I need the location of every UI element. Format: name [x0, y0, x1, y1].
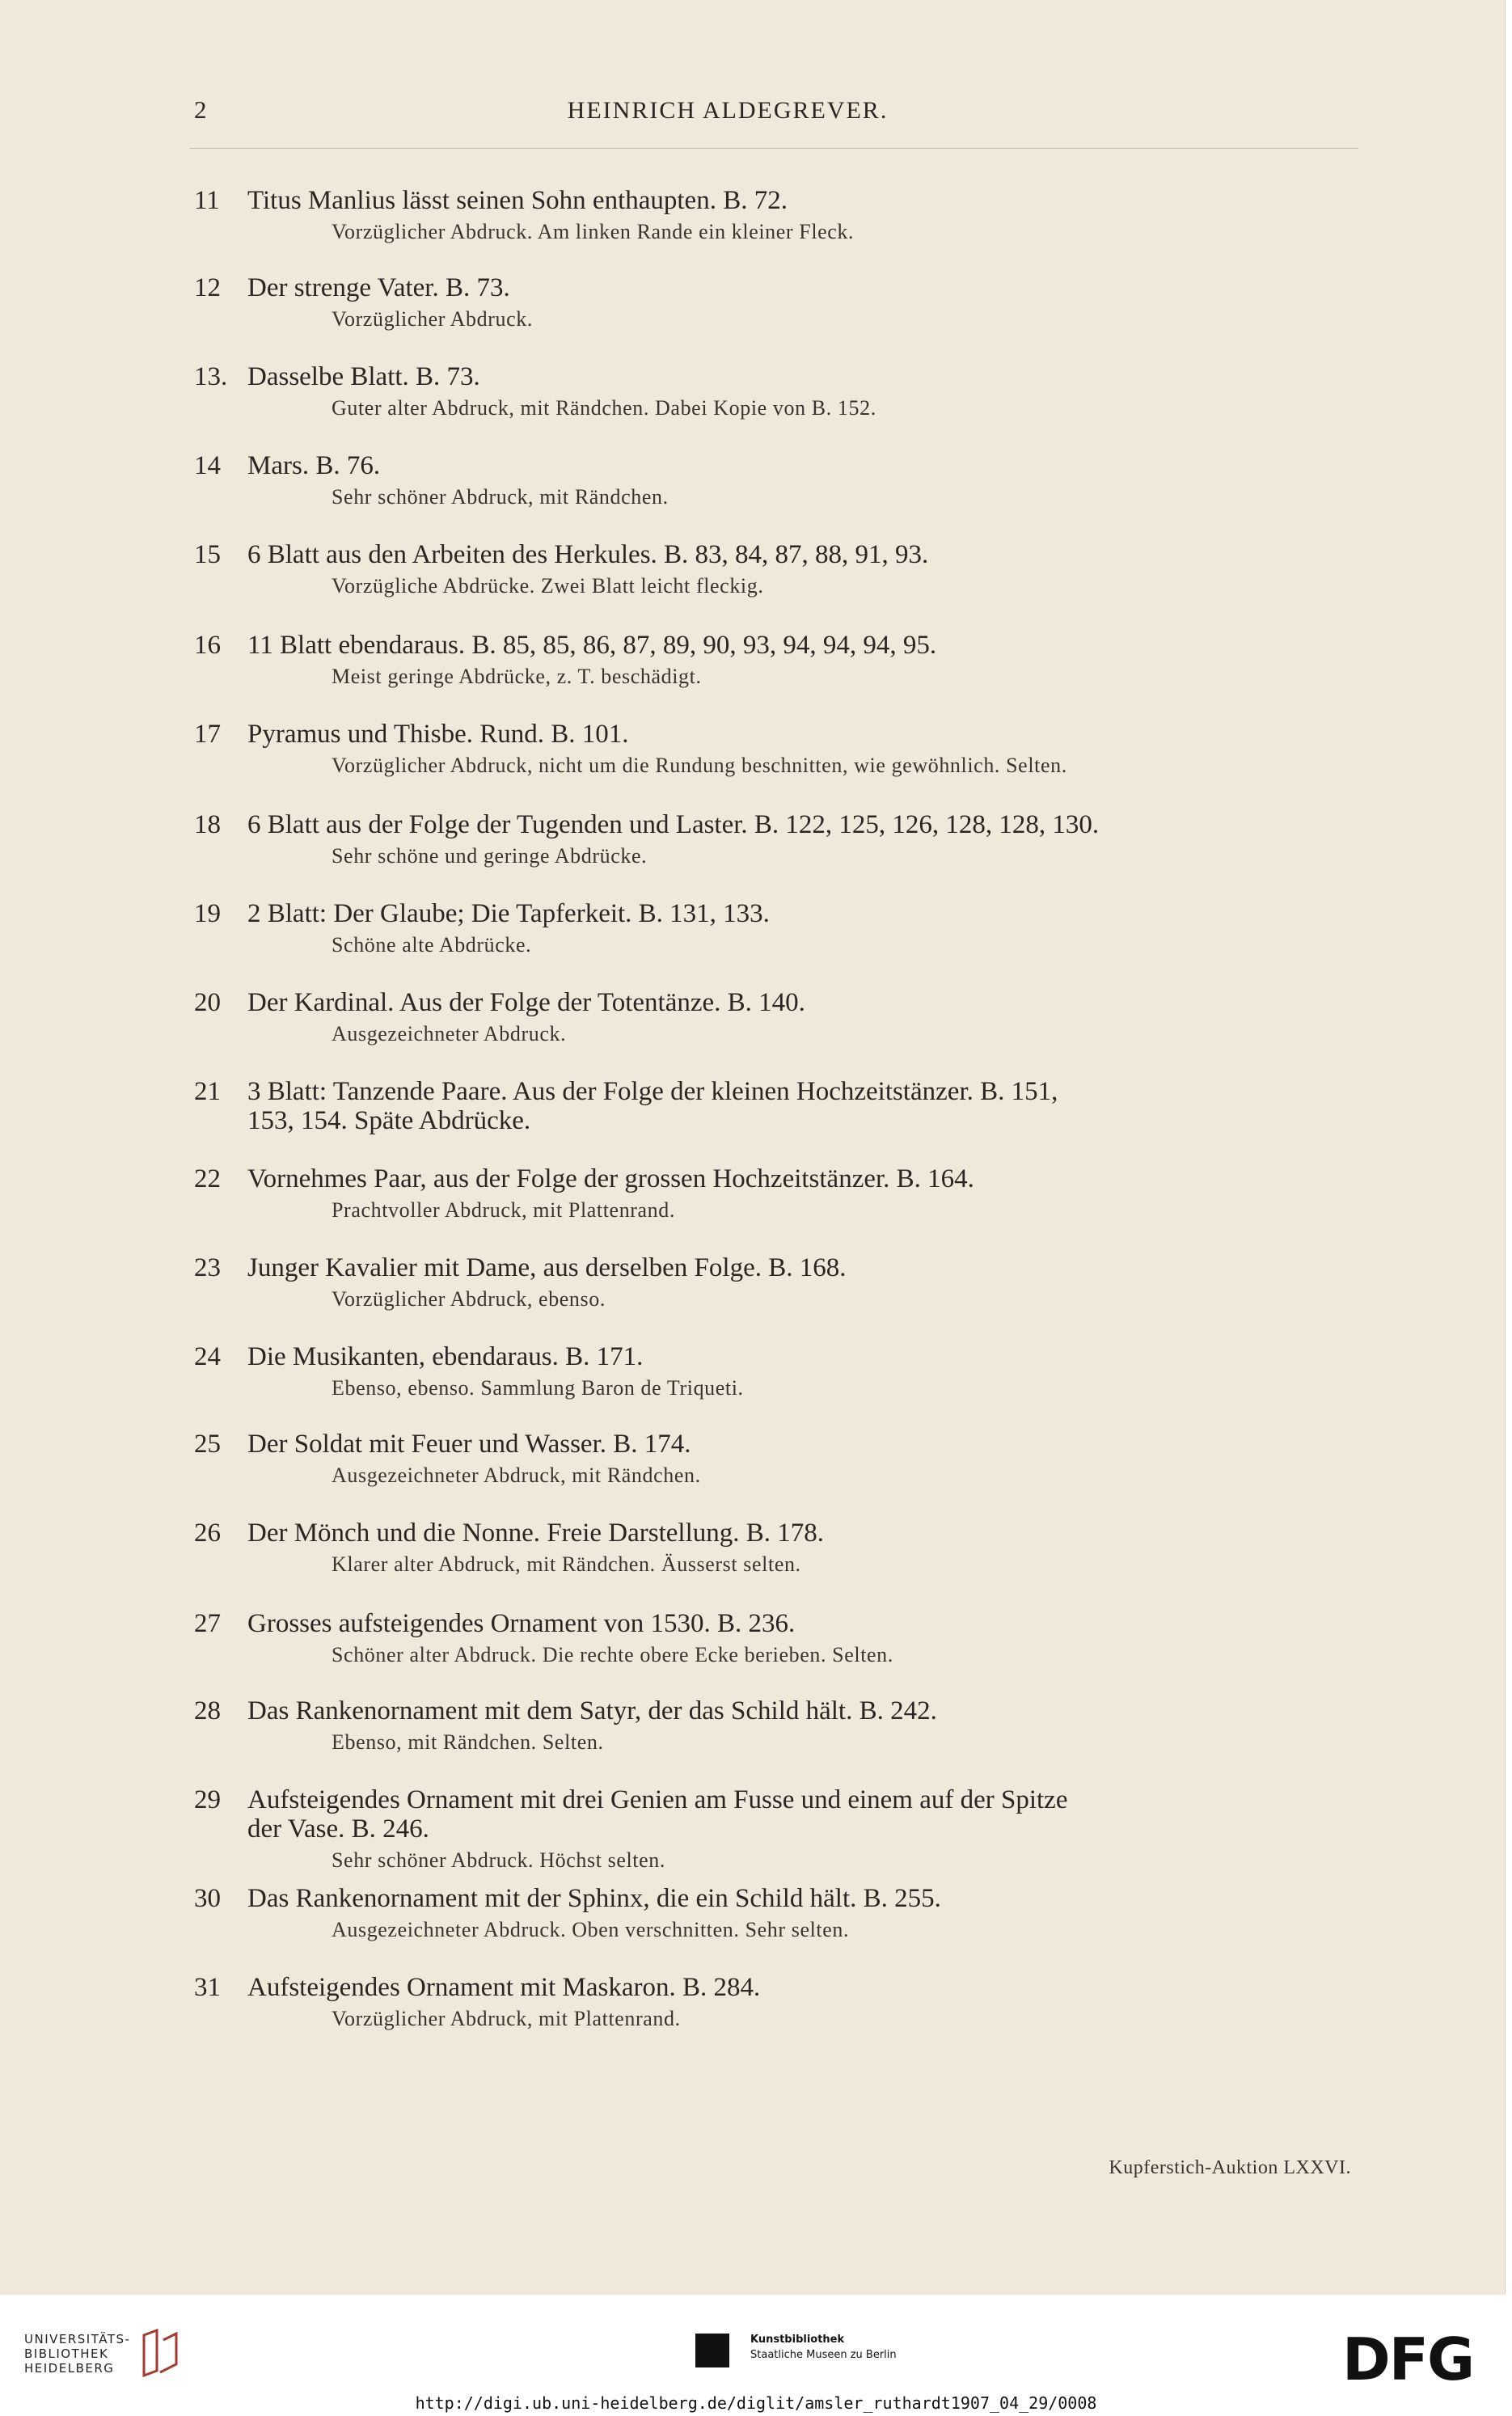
- entry-note: Vorzüglicher Abdruck, ebenso.: [332, 1287, 606, 1311]
- entry-title: Der Soldat mit Feuer und Wasser. B. 174.: [247, 1430, 691, 1459]
- entry-number: 19: [194, 899, 221, 928]
- entry-title: Titus Manlius lässt seinen Sohn enthaupten. B. 72.: [247, 186, 788, 215]
- entry-note: Schöne alte Abdrücke.: [332, 933, 532, 957]
- entry-title: Das Rankenornament mit dem Satyr, der das Schild hält. B. 242.: [247, 1696, 937, 1725]
- library-mark-icon: [139, 2327, 184, 2380]
- entry-note: Ausgezeichneter Abdruck. Oben verschnitten. Sehr selten.: [332, 1918, 850, 1941]
- entry-line: [194, 631, 1358, 660]
- entry-line: [194, 988, 1358, 1017]
- entry-number: 30: [194, 1884, 221, 1913]
- kunstbibliothek-text[interactable]: [750, 2332, 897, 2363]
- entry-title: 2 Blatt: Der Glaube; Die Tapferkeit. B. 131, 133.: [247, 899, 770, 928]
- entry-number: 25: [194, 1430, 221, 1459]
- entry-line: [194, 1164, 1358, 1193]
- entry-number: 23: [194, 1253, 221, 1282]
- entry-line: [194, 273, 1358, 302]
- catalog-entry: [194, 1077, 1358, 1135]
- entry-number: [194, 1106, 247, 1135]
- entry-number: 26: [194, 1518, 221, 1548]
- entry-number: 20: [194, 988, 221, 1017]
- catalog-entry: [194, 899, 1358, 957]
- entry-title: 3 Blatt: Tanzende Paare. Aus der Folge der kleinen Hochzeitstänzer. B. 151,: [247, 1077, 1058, 1106]
- kb-subtitle: Staatliche Museen zu Berlin: [750, 2349, 897, 2361]
- catalog-entry: [194, 540, 1358, 598]
- source-url[interactable]: http://digi.ub.uni-heidelberg.de/diglit/amsler_ruthardt1907_04_29/0008: [415, 2393, 1097, 2413]
- entry-number: 14: [194, 451, 221, 480]
- entry-line: [194, 1253, 1358, 1282]
- entry-line: [194, 1342, 1358, 1371]
- catalog-entry: [194, 1253, 1358, 1311]
- entry-line: [194, 540, 1358, 569]
- entry-note: Vorzügliche Abdrücke. Zwei Blatt leicht fleckig.: [332, 574, 764, 598]
- entry-number: 15: [194, 540, 221, 569]
- entry-title: Der strenge Vater. B. 73.: [247, 273, 510, 302]
- catalog-entry: [194, 362, 1358, 420]
- catalog-entry: [194, 1342, 1358, 1400]
- catalog-entry: [194, 1430, 1358, 1488]
- entry-title: 6 Blatt aus den Arbeiten des Herkules. B. 83, 84, 87, 88, 91, 93.: [247, 540, 929, 569]
- catalog-entry: [194, 810, 1358, 868]
- entry-line: [194, 186, 1358, 215]
- running-title: HEINRICH ALDEGREVER.: [567, 97, 889, 124]
- entry-title: 11 Blatt ebendaraus. B. 85, 85, 86, 87, 89, 90, 93, 94, 94, 94, 95.: [247, 631, 937, 660]
- catalog-entry: [194, 1884, 1358, 1942]
- entry-line: [194, 1884, 1358, 1913]
- entry-title: Mars. B. 76.: [247, 451, 381, 480]
- entry-note: Vorzüglicher Abdruck. Am linken Rande ein kleiner Fleck.: [332, 220, 855, 243]
- entry-note: Sehr schöne und geringe Abdrücke.: [332, 844, 648, 868]
- catalog-entry: [194, 1164, 1358, 1223]
- entry-number: 29: [194, 1785, 221, 1814]
- entry-title: Pyramus und Thisbe. Rund. B. 101.: [247, 720, 629, 749]
- entry-title: Aufsteigendes Ornament mit drei Genien am Fusse und einem auf der Spitze: [247, 1785, 1068, 1814]
- entry-line: [194, 1609, 1358, 1638]
- entry-line: [194, 1106, 1358, 1135]
- entry-note: Klarer alter Abdruck, mit Rändchen. Äusserst selten.: [332, 1552, 801, 1576]
- entry-title: Vornehmes Paar, aus der Folge der grossen Hochzeitstänzer. B. 164.: [247, 1164, 974, 1193]
- library-line: HEIDELBERG: [24, 2361, 115, 2376]
- entry-line: [194, 1696, 1358, 1725]
- entry-title: Das Rankenornament mit der Sphinx, die ein Schild hält. B. 255.: [247, 1884, 941, 1913]
- entry-line: [194, 899, 1358, 928]
- auction-note: Kupferstich-Auktion LXXVI.: [1109, 2157, 1351, 2178]
- entry-note: Ausgezeichneter Abdruck, mit Rändchen.: [332, 1464, 701, 1487]
- entry-title: Junger Kavalier mit Dame, aus derselben Folge. B. 168.: [247, 1253, 847, 1282]
- entry-note: Vorzüglicher Abdruck, nicht um die Rundung beschnitten, wie gewöhnlich. Selten.: [332, 754, 1067, 777]
- kunstbibliothek-logo-icon: [695, 2334, 729, 2367]
- entry-note: Meist geringe Abdrücke, z. T. beschädigt.: [332, 665, 702, 688]
- entry-title: Dasselbe Blatt. B. 73.: [247, 362, 480, 391]
- entry-line: [194, 720, 1358, 749]
- entry-note: Schöner alter Abdruck. Die rechte obere Ecke berieben. Selten.: [332, 1643, 893, 1666]
- entry-title: Die Musikanten, ebendaraus. B. 171.: [247, 1342, 644, 1371]
- entry-number: 16: [194, 631, 221, 660]
- entry-line: [194, 1785, 1358, 1814]
- entry-note: Sehr schöner Abdruck. Höchst selten.: [332, 1848, 665, 1872]
- catalog-entry: [194, 988, 1358, 1046]
- entry-number: 12: [194, 273, 221, 302]
- entry-title: 6 Blatt aus der Folge der Tugenden und Laster. B. 122, 125, 126, 128, 128, 130.: [247, 810, 1100, 839]
- catalog-entry: [194, 273, 1358, 332]
- entry-number: 21: [194, 1077, 221, 1106]
- catalog-entry: [194, 1696, 1358, 1755]
- catalog-entry: [194, 720, 1358, 778]
- library-line: UNIVERSITÄTS-: [24, 2332, 131, 2346]
- entry-line: [194, 810, 1358, 839]
- university-library-logo[interactable]: [24, 2332, 130, 2376]
- entry-line: [194, 1430, 1358, 1459]
- entry-note: Ebenso, mit Rändchen. Selten.: [332, 1730, 604, 1754]
- catalog-entry: [194, 1518, 1358, 1577]
- catalog-entry: [194, 186, 1358, 244]
- entry-line: [194, 1814, 1358, 1844]
- entry-note: Ausgezeichneter Abdruck.: [332, 1022, 567, 1045]
- entry-number: [194, 1814, 247, 1844]
- entry-title: der Vase. B. 246.: [247, 1814, 429, 1844]
- catalog-entry: [194, 1785, 1358, 1873]
- entry-title: Grosses aufsteigendes Ornament von 1530. B. 236.: [247, 1609, 796, 1638]
- entry-title: Der Kardinal. Aus der Folge der Totentänze. B. 140.: [247, 988, 805, 1017]
- entry-number: 11: [194, 186, 220, 215]
- catalog-entry: [194, 1973, 1358, 2031]
- entry-number: 24: [194, 1342, 221, 1371]
- kb-title: Kunstbibliothek: [750, 2334, 845, 2346]
- entry-line: [194, 451, 1358, 480]
- entry-line: [194, 1518, 1358, 1548]
- entry-note: Ebenso, ebenso. Sammlung Baron de Triqueti.: [332, 1376, 744, 1400]
- entry-note: Vorzüglicher Abdruck.: [332, 307, 533, 331]
- entry-note: Vorzüglicher Abdruck, mit Plattenrand.: [332, 2007, 681, 2030]
- page-number: 2: [194, 95, 207, 124]
- entry-number: 31: [194, 1973, 221, 2002]
- entry-note: Guter alter Abdruck, mit Rändchen. Dabei Kopie von B. 152.: [332, 396, 876, 420]
- entry-number: 28: [194, 1696, 221, 1725]
- catalog-entry: [194, 1609, 1358, 1667]
- entry-number: 18: [194, 810, 221, 839]
- entry-note: Sehr schöner Abdruck, mit Rändchen.: [332, 485, 669, 509]
- catalog-entry: [194, 631, 1358, 689]
- catalog-entry: [194, 451, 1358, 509]
- entry-number: 13.: [194, 362, 228, 391]
- entry-line: [194, 1973, 1358, 2002]
- entry-title: Aufsteigendes Ornament mit Maskaron. B. 284.: [247, 1973, 761, 2002]
- entry-number: 17: [194, 720, 221, 749]
- entry-title: 153, 154. Späte Abdrücke.: [247, 1106, 531, 1135]
- entry-line: [194, 1077, 1358, 1106]
- entry-number: 27: [194, 1609, 221, 1638]
- dfg-logo[interactable]: DFG: [1342, 2325, 1474, 2393]
- entry-number: 22: [194, 1164, 221, 1193]
- entry-note: Prachtvoller Abdruck, mit Plattenrand.: [332, 1198, 675, 1222]
- entry-title: Der Mönch und die Nonne. Freie Darstellung. B. 178.: [247, 1518, 825, 1548]
- entry-line: [194, 362, 1358, 391]
- library-line: BIBLIOTHEK: [24, 2346, 109, 2361]
